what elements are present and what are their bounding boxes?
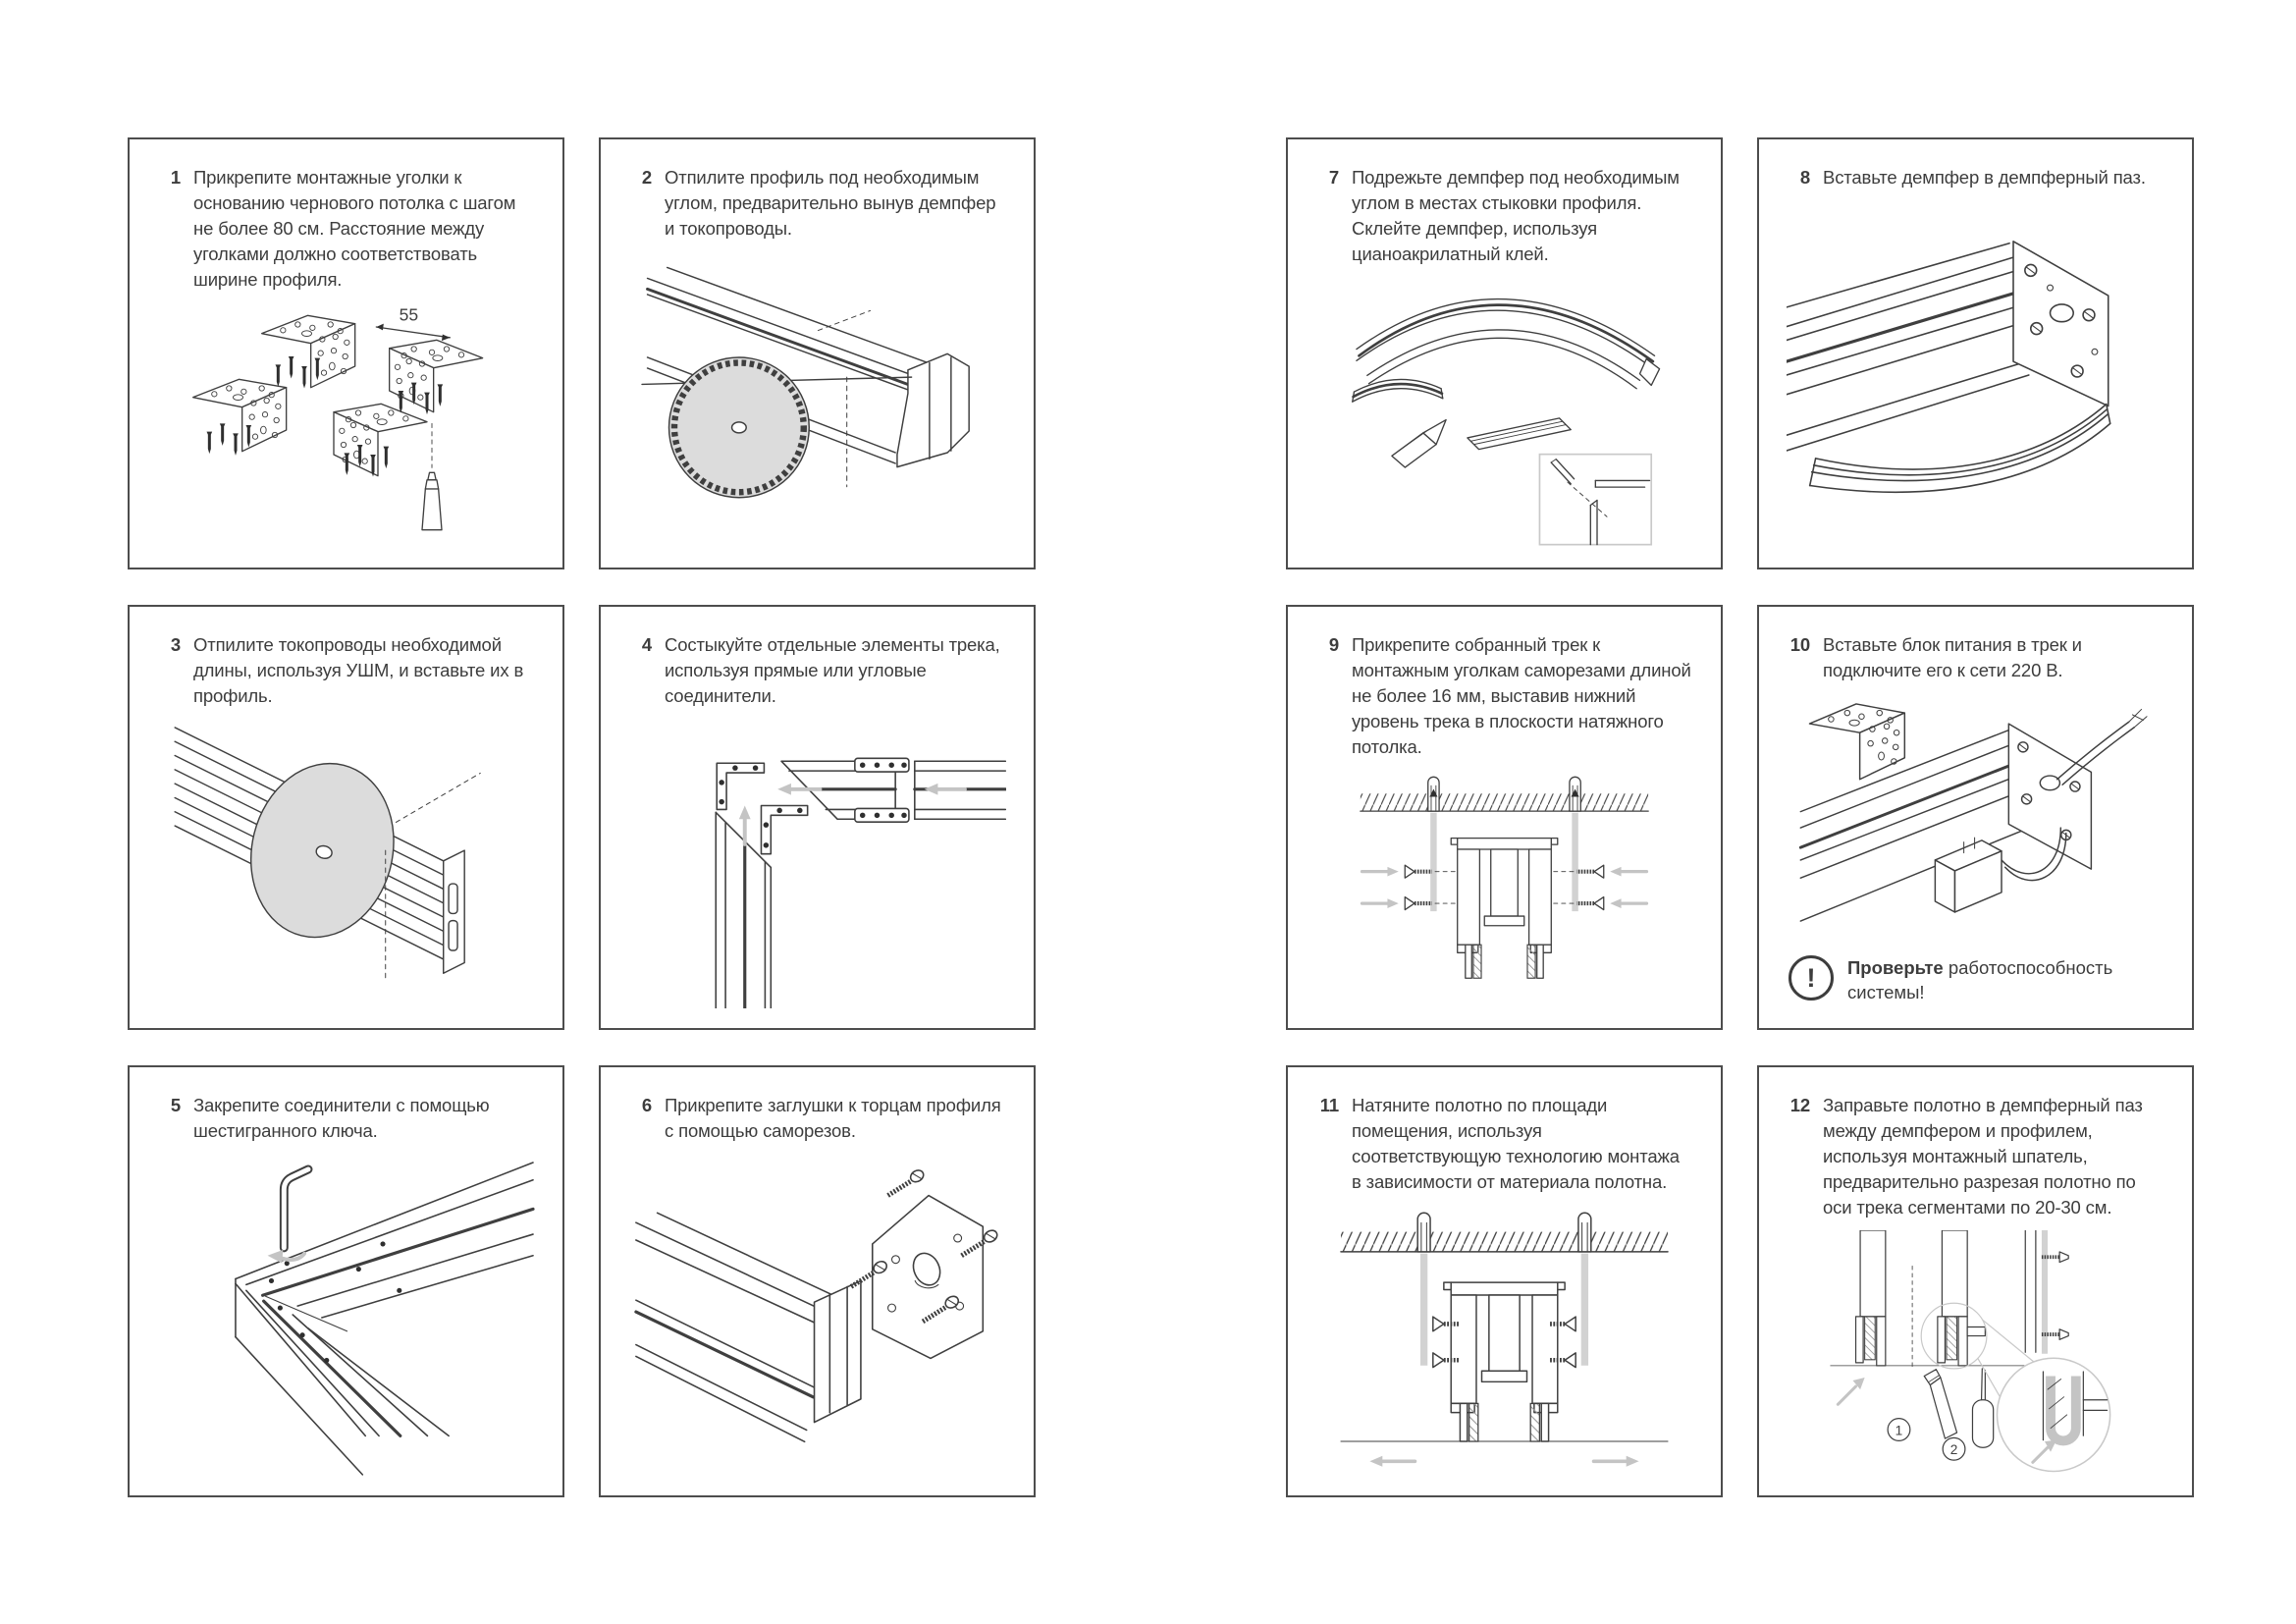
step-card-5 [128,1065,564,1497]
track-mounting-cross-section-icon [1315,770,1693,1008]
step-text: Подрежьте демпфер под необходимым углом в местах стыковки профиля. Склейте демпфер, используя цианоакрилатный клей. [1352,167,1680,264]
step-art [157,293,535,548]
damper-insert-icon [1787,200,2164,548]
step-number: 12 [1789,1095,1810,1115]
hex-key-icon [157,1154,535,1476]
step-card-8 [1757,137,2194,569]
dimension-label: 55 [399,304,419,325]
warning-bold: Проверьте [1847,957,1944,978]
spread-right [1286,137,2194,1497]
step-card-2 [599,137,1036,569]
step-text: Заправьте полотно в демпферный паз между демпфером и профилем, используя монтажный шпатель, предварительно разрезая полотно по оси трека сегментами по 20-30 см. [1823,1095,2143,1218]
screw-icon [888,1168,926,1196]
step-art [628,1144,1006,1476]
warning-rest: работоспособность системы! [1847,957,2113,1002]
step-head [628,165,1006,242]
step-art [1787,683,2164,953]
track-connectors-icon [628,719,1006,1008]
step-number: 2 [641,167,652,188]
step-head [1315,165,1693,267]
step-text: Прикрепите заглушки к торцам профиля с помощью саморезов. [665,1095,1001,1141]
step-number: 11 [1319,1095,1339,1115]
step-art [1315,760,1693,1008]
step-card-11 [1286,1065,1723,1497]
step-text: Вставьте блок питания в трек и подключите его к сети 220 В. [1823,634,2082,680]
step-head [1787,632,2164,683]
step-number: 4 [641,634,652,655]
step-head [628,1093,1006,1144]
step-text: Вставьте демпфер в демпферный паз. [1823,167,2146,188]
step-art [1787,1220,2164,1476]
step-art [1315,1195,1693,1476]
step-card-1 [128,137,564,569]
step-card-12 [1757,1065,2194,1497]
step-art [157,1144,535,1476]
step-text: Отпилите профиль под необходимым углом, предварительно вынув демпфер и токопроводы. [665,167,996,239]
step-head [157,1093,535,1144]
step-card-7 [1286,137,1723,569]
step-art [628,709,1006,1008]
step-art [157,709,535,1008]
warning-note [1789,955,2164,1004]
step-head [1315,632,1693,760]
step-head [157,632,535,709]
spread-left [128,137,1036,1497]
step-number: 7 [1328,167,1339,188]
step-text: Прикрепите собранный трек к монтажным уголкам саморезами длиной не более 16 мм, выставив нижний уровень трека в плоскости натяжного потолка. [1352,634,1691,757]
step-card-6 [599,1065,1036,1497]
power-supply-icon [1787,693,2164,953]
grinder-disc-icon [157,719,535,1008]
step-number: 8 [1799,167,1810,188]
step-number: 9 [1328,634,1339,655]
canvas-stretching-icon [1315,1205,1693,1476]
canvas-tucking-icon [1787,1230,2164,1476]
step-number: 3 [170,634,181,655]
step-head [1787,1093,2164,1220]
warning-text [1847,955,2164,1004]
profile-saw-icon [628,251,1006,548]
callout-2: 2 [1949,1442,1958,1458]
step-number: 1 [170,167,181,188]
step-text: Состыкуйте отдельные элементы трека, используя прямые или угловые соединители. [665,634,1000,706]
step-card-4 [599,605,1036,1030]
step-card-3 [128,605,564,1030]
step-number: 10 [1789,634,1810,655]
step-text: Натяните полотно по площади помещения, используя соответствующую технологию монтажа в зависимости от материала полотна. [1352,1095,1680,1192]
step-head [1315,1093,1693,1195]
step-text: Прикрепите монтажные уголки к основанию чернового потолка с шагом не более 80 см. Расстояние между уголками должно соответствовать ширине профиля. [193,167,516,290]
callout-1: 1 [1895,1423,1903,1438]
damper-trim-icon [1315,277,1693,548]
mounting-brackets-icon [157,302,535,548]
step-text: Отпилите токопроводы необходимой длины, используя УШМ, и вставьте их в профиль. [193,634,524,706]
step-art [1315,267,1693,548]
step-number: 6 [641,1095,652,1115]
end-cap-screws-icon [628,1154,1006,1476]
step-head [157,165,535,293]
step-card-9 [1286,605,1723,1030]
step-art [1787,190,2164,548]
step-card-10 [1757,605,2194,1030]
exclamation-icon: ! [1789,955,1834,1001]
step-head [628,632,1006,709]
step-head [1787,165,2164,190]
step-text: Закрепите соединители с помощью шестигранного ключа. [193,1095,490,1141]
step-number: 5 [170,1095,181,1115]
step-art [628,242,1006,548]
